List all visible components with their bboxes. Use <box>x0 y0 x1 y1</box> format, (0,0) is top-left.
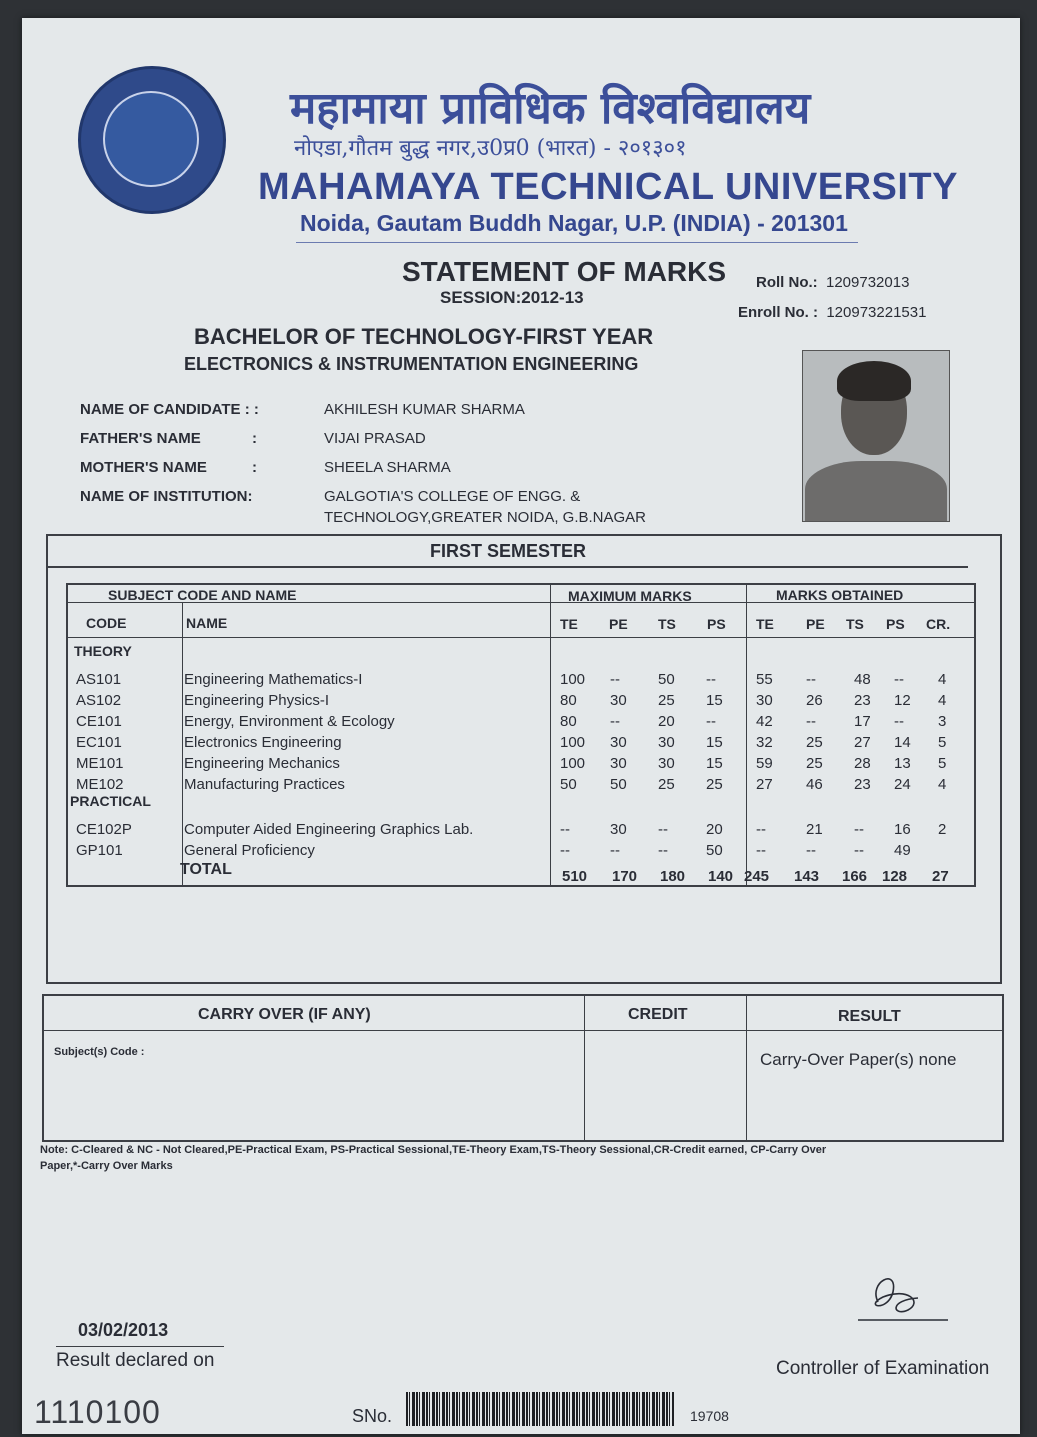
candidate-photo <box>802 350 950 522</box>
obtained-mark: 2 <box>938 821 947 838</box>
max-mark: -- <box>658 821 668 838</box>
max-mark: 25 <box>658 692 675 709</box>
obtained-mark: -- <box>854 821 864 838</box>
total-max: 170 <box>612 868 638 885</box>
subject-header: SUBJECT CODE AND NAME <box>108 587 297 603</box>
max-mark: 30 <box>658 755 675 772</box>
result-header: RESULT <box>838 1008 901 1025</box>
obtained-mark: 59 <box>756 755 773 772</box>
total-label: TOTAL <box>180 861 232 878</box>
enroll-label: Enroll No. : <box>738 304 818 321</box>
max-mark: 30 <box>610 692 627 709</box>
obtained-mark: 13 <box>894 755 911 772</box>
serial-number: 1110100 <box>34 1394 161 1430</box>
semester-title: FIRST SEMESTER <box>48 536 968 568</box>
subject-name: Engineering Mechanics <box>184 755 340 772</box>
subject-name: Engineering Physics-I <box>184 692 330 709</box>
obtained-mark: 21 <box>806 821 823 838</box>
controller-signature <box>848 1262 958 1332</box>
max-mark: -- <box>610 713 620 730</box>
obtained-mark: -- <box>756 821 766 838</box>
max-mark: -- <box>560 821 570 838</box>
obtained-mark: 5 <box>938 755 947 772</box>
max-mark: 100 <box>560 734 586 751</box>
obtained-mark: 23 <box>854 776 871 793</box>
max-mark: 50 <box>610 776 627 793</box>
total-obtained: 27 <box>932 868 949 885</box>
total-obtained: 143 <box>794 868 820 885</box>
max-mark: 80 <box>560 692 577 709</box>
max-mark: 15 <box>706 755 723 772</box>
obtained-mark: 12 <box>894 692 911 709</box>
subject-code: GP101 <box>76 842 123 859</box>
max-mark: 100 <box>560 671 586 688</box>
total-max: 510 <box>562 868 588 885</box>
max-mark: 25 <box>706 776 723 793</box>
subject-code: AS102 <box>76 692 122 709</box>
obtained-mark: 3 <box>938 713 947 730</box>
max-mark: 100 <box>560 755 586 772</box>
header-divider <box>296 242 858 243</box>
subject-name: Computer Aided Engineering Graphics Lab. <box>184 821 474 838</box>
father-name: VIJAI PRASAD <box>324 430 426 447</box>
obtained-mark: 26 <box>806 692 823 709</box>
obtained-mark: -- <box>806 671 816 688</box>
max-mark: 30 <box>610 755 627 772</box>
subject-code: ME102 <box>76 776 124 793</box>
max-marks-header: MAXIMUM MARKS <box>568 588 692 604</box>
obtained-mark: 30 <box>756 692 773 709</box>
subject-code-label: Subject(s) Code : <box>54 1046 145 1058</box>
obtained-mark: 25 <box>806 755 823 772</box>
obtained-mark: -- <box>806 842 816 859</box>
obtained-mark: 28 <box>854 755 871 772</box>
obtained-mark: 23 <box>854 692 871 709</box>
subject-name: Energy, Environment & Ecology <box>184 713 395 730</box>
degree-title: BACHELOR OF TECHNOLOGY-FIRST YEAR <box>194 324 654 349</box>
obtained-mark: 48 <box>854 671 871 688</box>
address-hindi: नोएडा,गौतम बुद्ध नगर,उ0प्र0 (भारत) - २०१३०१ <box>294 136 687 161</box>
roll-label: Roll No.: <box>756 274 818 291</box>
practical-label: PRACTICAL <box>70 793 151 809</box>
max-mark: -- <box>610 671 620 688</box>
date-underline <box>56 1346 224 1347</box>
father-label: FATHER'S NAME <box>80 430 201 447</box>
obt-pe-header: PE <box>806 616 825 632</box>
university-name: MAHAMAYA TECHNICAL UNIVERSITY <box>258 166 958 208</box>
barcode-number: 19708 <box>690 1408 729 1424</box>
session: SESSION:2012-13 <box>440 288 584 307</box>
subject-name: Electronics Engineering <box>184 734 342 751</box>
total-obtained: 245 <box>744 868 770 885</box>
obtained-mark: 55 <box>756 671 773 688</box>
max-mark: 50 <box>560 776 577 793</box>
obtained-mark: -- <box>806 713 816 730</box>
subject-name: Engineering Mathematics-I <box>184 671 363 688</box>
obtained-mark: 16 <box>894 821 911 838</box>
max-pe-header: PE <box>609 616 628 632</box>
total-max: 180 <box>660 868 686 885</box>
obtained-mark: 17 <box>854 713 871 730</box>
theory-label: THEORY <box>74 643 132 659</box>
mother-label: MOTHER'S NAME <box>80 459 207 476</box>
max-mark: 50 <box>658 671 675 688</box>
obtained-mark: 5 <box>938 734 947 751</box>
name-label: NAME OF CANDIDATE : : <box>80 401 259 418</box>
credit-header: CREDIT <box>628 1006 688 1023</box>
candidate-name: AKHILESH KUMAR SHARMA <box>324 401 525 418</box>
max-ts-header: TS <box>658 616 676 632</box>
max-mark: 50 <box>706 842 723 859</box>
max-mark: 15 <box>706 734 723 751</box>
total-obtained: 166 <box>842 868 868 885</box>
obt-ps-header: PS <box>886 616 905 632</box>
max-mark: 30 <box>610 734 627 751</box>
enroll-number <box>738 304 926 321</box>
obtained-mark: 49 <box>894 842 911 859</box>
obtained-mark: -- <box>756 842 766 859</box>
subject-code: EC101 <box>76 734 122 751</box>
university-name-hindi: महामाया प्राविधिक विश्वविद्यालय <box>290 83 811 134</box>
enroll-value: 120973221531 <box>826 304 927 321</box>
max-te-header: TE <box>560 616 578 632</box>
max-ps-header: PS <box>707 616 726 632</box>
obtained-header: MARKS OBTAINED <box>776 587 904 603</box>
note: Note: C-Cleared & NC - Not Cleared,PE-Practical Exam, PS-Practical Sessional,TE-Theory Exam,TS-Theory Sessional,CR-Credit earned, CP-Carry Over Paper,*-Carry Over Marks <box>40 1144 827 1172</box>
max-mark: -- <box>658 842 668 859</box>
barcode <box>406 1392 674 1426</box>
obtained-mark: 4 <box>938 692 947 709</box>
mother-colon: : <box>252 459 257 476</box>
roll-value: 1209732013 <box>826 274 910 291</box>
university-address: Noida, Gautam Buddh Nagar, U.P. (INDIA) - 201301 <box>300 210 848 236</box>
max-mark: -- <box>706 671 716 688</box>
marks-table <box>66 583 976 887</box>
mother-name: SHEELA SHARMA <box>324 459 451 476</box>
max-mark: 20 <box>706 821 723 838</box>
obtained-mark: -- <box>894 713 904 730</box>
obtained-mark: 32 <box>756 734 773 751</box>
declaration-date: 03/02/2013 <box>78 1320 169 1340</box>
name-header: NAME <box>186 615 228 631</box>
max-mark: -- <box>610 842 620 859</box>
institution-line1: GALGOTIA'S COLLEGE OF ENGG. & <box>324 488 581 505</box>
obt-ts-header: TS <box>846 616 864 632</box>
obtained-mark: 42 <box>756 713 773 730</box>
total-obtained: 128 <box>882 868 908 885</box>
father-colon: : <box>252 430 257 447</box>
max-mark: -- <box>706 713 716 730</box>
subject-code: AS101 <box>76 671 122 688</box>
result-value: Carry-Over Paper(s) none <box>760 1050 957 1069</box>
branch-title: ELECTRONICS & INSTRUMENTATION ENGINEERING <box>184 354 639 374</box>
max-mark: 30 <box>658 734 675 751</box>
declared-label: Result declared on <box>56 1350 215 1371</box>
roll-number <box>756 274 909 291</box>
controller-label: Controller of Examination <box>776 1358 990 1379</box>
obtained-mark: -- <box>854 842 864 859</box>
obtained-mark: 27 <box>756 776 773 793</box>
subject-name: General Proficiency <box>184 842 315 859</box>
institution-line2: TECHNOLOGY,GREATER NOIDA, G.B.NAGAR <box>324 509 647 526</box>
max-mark: 15 <box>706 692 723 709</box>
max-mark: -- <box>560 842 570 859</box>
max-mark: 25 <box>658 776 675 793</box>
obtained-mark: 4 <box>938 671 947 688</box>
result-box <box>42 994 1004 1142</box>
total-max: 140 <box>708 868 734 885</box>
obtained-mark: 14 <box>894 734 911 751</box>
subject-code: ME101 <box>76 755 124 772</box>
institution-label: NAME OF INSTITUTION: <box>80 488 253 505</box>
max-mark: 30 <box>610 821 627 838</box>
obt-cr-header: CR. <box>926 616 951 632</box>
statement-title: STATEMENT OF MARKS <box>402 256 727 287</box>
marksheet <box>22 18 1020 1434</box>
obtained-mark: 24 <box>894 776 911 793</box>
max-mark: 80 <box>560 713 577 730</box>
subject-code: CE101 <box>76 713 122 730</box>
obtained-mark: 27 <box>854 734 871 751</box>
obtained-mark: -- <box>894 671 904 688</box>
obtained-mark: 4 <box>938 776 947 793</box>
university-logo <box>78 66 226 214</box>
carry-over-header: CARRY OVER (IF ANY) <box>198 1006 371 1023</box>
obt-te-header: TE <box>756 616 774 632</box>
max-mark: 20 <box>658 713 675 730</box>
obtained-mark: 46 <box>806 776 823 793</box>
obtained-mark: 25 <box>806 734 823 751</box>
sno-label: SNo. <box>352 1406 393 1426</box>
code-header: CODE <box>86 615 127 631</box>
subject-name: Manufacturing Practices <box>184 776 345 793</box>
subject-code: CE102P <box>76 821 132 838</box>
